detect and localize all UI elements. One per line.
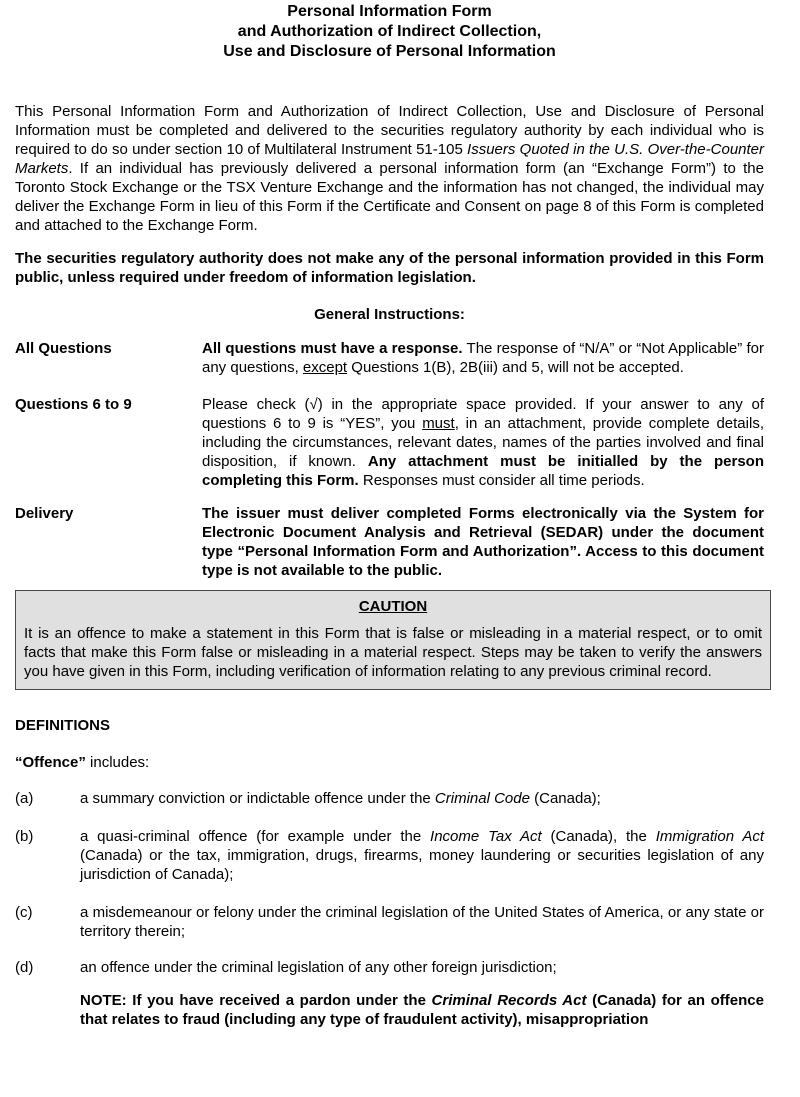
definition-item-d — [15, 958, 764, 977]
instruction-row-delivery — [15, 504, 764, 580]
definitions-heading: DEFINITIONS — [15, 717, 111, 734]
general-instructions-heading: General Instructions: — [314, 306, 465, 323]
definition-label: (c) — [15, 904, 33, 921]
instruction-body: All questions must have a response. The response of “N/A” or “Not Applicable” for any questions, except Questions 1(B), 2B(iii) and 5, will not be accepted. — [202, 340, 764, 376]
title-line-1: Personal Information Form — [287, 3, 492, 20]
offence-includes-line: “Offence” includes: — [15, 754, 150, 771]
definition-label: (b) — [15, 828, 34, 845]
definition-body: a summary conviction or indictable offence under the Criminal Code (Canada); — [80, 790, 601, 807]
pardon-note-paragraph: NOTE: If you have received a pardon under the Criminal Records Act (Canada) for an offence that relates to fraud (including any type of fraudulent activity), misappropriation — [80, 992, 764, 1028]
title-line-3: Use and Disclosure of Personal Information — [223, 43, 556, 60]
definition-item-a — [15, 789, 764, 808]
definition-label: (d) — [15, 959, 34, 976]
title-line-2: and Authorization of Indirect Collection, — [237, 23, 542, 40]
caution-box — [15, 590, 771, 690]
instruction-body: The issuer must deliver completed Forms electronically via the System for Electronic Document Analysis and Retrieval (SEDAR) under the document type “Personal Information Form and Authorization”. Access to this document type is not available to the public. — [202, 505, 764, 579]
instruction-label: All Questions — [15, 340, 112, 357]
definition-body: an offence under the criminal legislation of any other foreign jurisdiction; — [80, 959, 557, 976]
caution-heading: CAUTION — [358, 598, 428, 615]
caution-body: It is an offence to make a statement in this Form that is false or misleading in a material respect, or to omit facts that make this Form false or misleading in a material respect. Steps may be taken to verify the answers you have given in this Form, including verification of information relating to any previous criminal record. — [24, 625, 762, 680]
instruction-label: Delivery — [15, 505, 74, 522]
definition-body: a quasi-criminal offence (for example under the Income Tax Act (Canada), the Immigration Act (Canada) or the tax, immigration, drugs, firearms, money laundering or securities legislation of any jurisdiction of Canada); — [80, 828, 765, 883]
instruction-label: Questions 6 to 9 — [15, 396, 132, 413]
instruction-row-questions-6-to-9 — [15, 395, 764, 490]
definition-body: a misdemeanour or felony under the criminal legislation of the United States of America, or any state or territory therein; — [80, 904, 764, 940]
definition-item-b — [15, 827, 764, 884]
instruction-row-all-questions — [15, 339, 764, 377]
document-title — [15, 2, 764, 62]
definition-label: (a) — [15, 790, 34, 807]
confidentiality-paragraph: The securities regulatory authority does not make any of the personal information provided in this Form public, unless required under freedom of information legislation. — [15, 250, 764, 286]
definition-item-c — [15, 903, 764, 941]
instruction-body: Please check (√) in the appropriate space provided. If your answer to any of questions 6 to 9 is “YES”, you must, in an attachment, provide complete details, including the circumstances, relevant dates, names of the parties involved and final disposition, if known. Any attachment must be initialled by the person completing this Form. Responses must consider all time periods. — [202, 396, 764, 489]
intro-paragraph: This Personal Information Form and Authorization of Indirect Collection, Use and Disclosure of Personal Information must be completed and delivered to the securities regulatory authority by each individual who is required to do so under section 10 of Multilateral Instrument 51-105 Issuers Quoted in the U.S. Over-the-Counter Markets. If an individual has previously delivered a personal information form (an “Exchange Form”) to the Toronto Stock Exchange or the TSX Venture Exchange and the information has not changed, the individual may deliver the Exchange Form in lieu of this Form if the Certificate and Consent on page 8 of this Form is completed and attached to the Exchange Form. — [15, 103, 765, 234]
